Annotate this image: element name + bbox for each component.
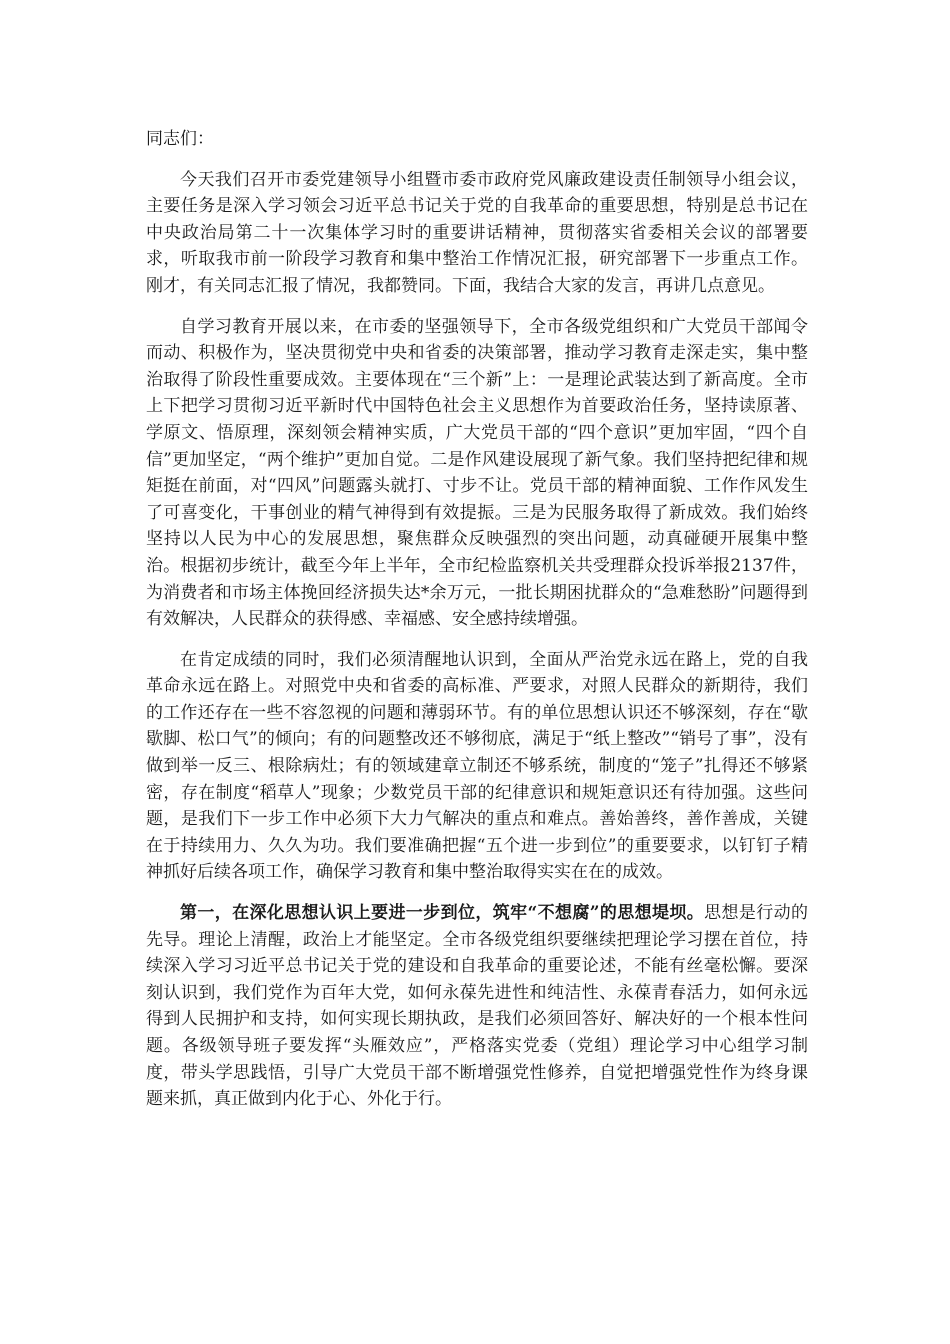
salutation: 同志们： xyxy=(146,129,214,149)
paragraph-text: 思想是行动的先导。理论上清醒，政治上才能坚定。全市各级党组织要继续把理论学习摆在首位，持续深入学习习近平总书记关于党的建设和自我革命的重要论述，不能有丝毫松懈。要深刻认识到，我们党作为百年大党，如何永葆先进性和纯洁性、永葆青春活力，如何永远得到人民拥护和支持，如何实现长期执政，是我们必须回答好、解决好的一个根本性问题。各级领导班子要发挥“头雁效应”，严格落实党委（党组）理论学习中心组学习制度，带头学思践悟，引导广大党员干部不断增强党性修养，自觉把增强党性作为终身课题来抓，真正做到内化于心、外化于行。 xyxy=(146,903,809,1110)
document-body xyxy=(146,126,808,1127)
paragraph-achievements xyxy=(146,314,808,633)
paragraph-lead-heading: 第一，在深化思想认识上要进一步到位，筑牢“不想腐”的思想堤坝。 xyxy=(180,903,705,924)
paragraph-text: 在肯定成绩的同时，我们必须清醒地认识到，全面从严治党永远在路上，党的自我革命永远在路上。对照党中央和省委的高标准、严要求，对照人民群众的新期待，我们的工作还存在一些不容忽视的问题和薄弱环节。有的单位思想认识还不够深刻，存在“歇歇脚、松口气”的倾向；有的问题整改还不够彻底，满足于“纸上整改”“销号了事”，没有做到举一反三、根除病灶；有的领域建章立制还不够系统，制度的“笼子”扎得还不够紧密，存在制度“稻草人”现象；少数党员干部的纪律意识和规矩意识还有待加强。这些问题，是我们下一步工作中必须下大力气解决的重点和难点。善始善终，善作善成，关键在于持续用力、久久为功。我们要准确把握“五个进一步到位”的重要要求，以钉钉子精神抓好后续各项工作，确保学习教育和集中整治取得实实在在的成效。 xyxy=(146,649,808,883)
paragraph-first-point xyxy=(146,900,808,1113)
paragraph-opening xyxy=(146,167,808,300)
paragraph-text: 今天我们召开市委党建领导小组暨市委市政府党风廉政建设责任制领导小组会议，主要任务是深入学习领会习近平总书记关于党的自我革命的重要思想，特别是总书记在中央政治局第二十一次集体学习时的重要讲话精神，贯彻落实省委相关会议的部署要求，听取我市前一阶段学习教育和集中整治工作情况汇报，研究部署下一步重点工作。刚才，有关同志汇报了情况，我都赞同。下面，我结合大家的发言，再讲几点意见。 xyxy=(146,169,808,296)
paragraph-problems xyxy=(146,647,808,886)
paragraph-text: 自学习教育开展以来，在市委的坚强领导下，全市各级党组织和广大党员干部闻令而动、积极作为，坚决贯彻党中央和省委的决策部署，推动学习教育走深走实，集中整治取得了阶段性重要成效。主要体现在“三个新”上：一是理论武装达到了新高度。全市上下把学习贯彻习近平新时代中国特色社会主义思想作为首要政治任务，坚持读原著、学原文、悟原理，深刻领会精神实质，广大党员干部的“四个意识”更加牢固，“四个自信”更加坚定，“两个维护”更加自觉。二是作风建设展现了新气象。我们坚持把纪律和规矩挺在前面，对“四风”问题露头就打、寸步不让。党员干部的精神面貌、工作作风发生了可喜变化，干事创业的精气神得到有效提振。三是为民服务取得了新成效。我们始终坚持以人民为中心的发展思想，聚焦群众反映强烈的突出问题，动真碰硬开展集中整治。根据初步统计，截至今年上半年，全市纪检监察机关共受理群众投诉举报2137件，为消费者和市场主体挽回经济损失达*余万元，一批长期困扰群众的“急难愁盼”问题得到有效解决，人民群众的获得感、幸福感、安全感持续增强。 xyxy=(146,316,808,630)
